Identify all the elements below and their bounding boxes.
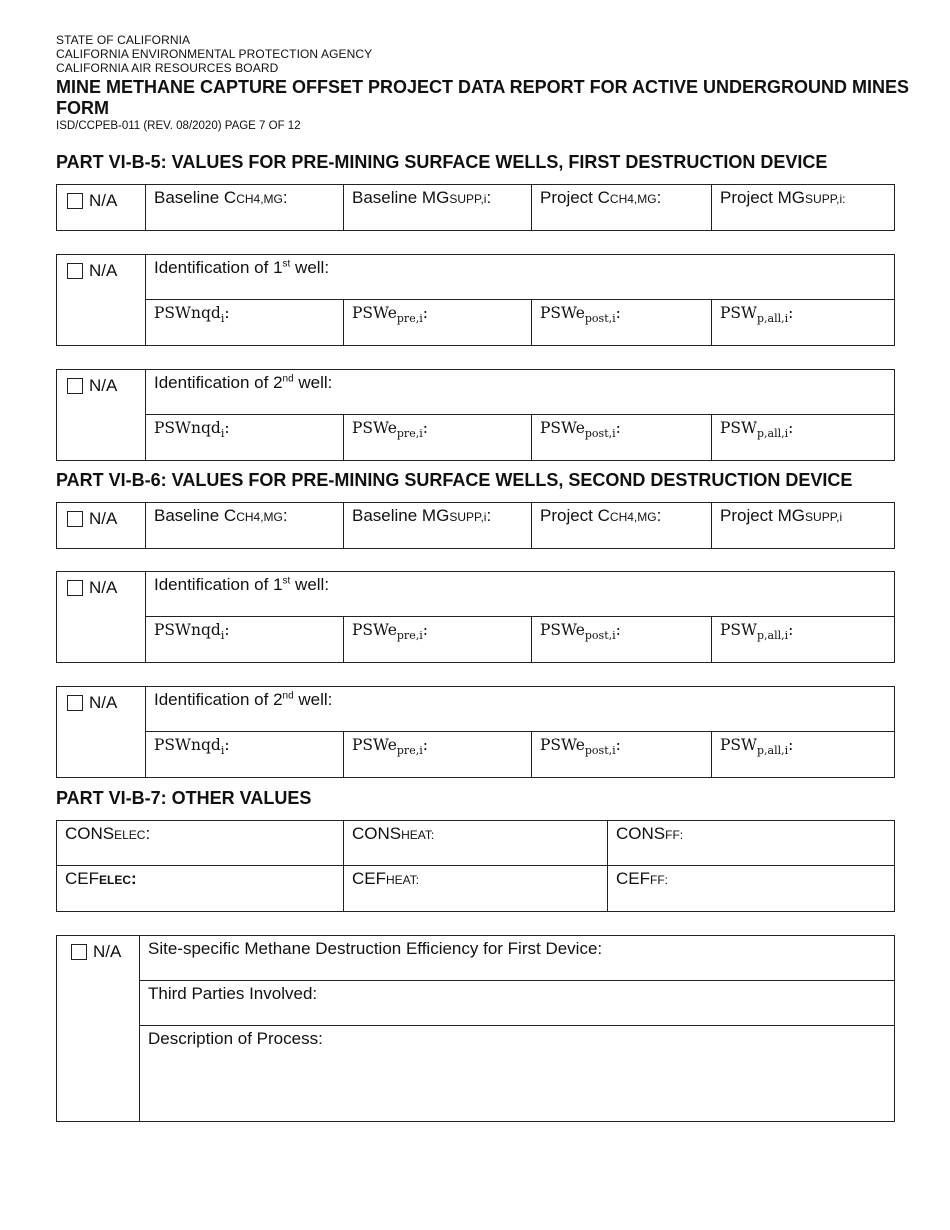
- checkbox[interactable]: [67, 378, 83, 394]
- b6-baseline-c-field[interactable]: Baseline CCH4,MG:: [146, 503, 344, 549]
- b5-well-1-pswe-pre-field[interactable]: PSWe$_{pre,i}$:: [344, 300, 532, 346]
- b5-well-2-pswe-pre-field[interactable]: PSWe$_{pre,i}$:: [344, 415, 532, 461]
- board-name: CALIFORNIA AIR RESOURCES BOARD: [56, 61, 279, 75]
- cef-heat-field[interactable]: CEFHEAT:: [344, 866, 608, 912]
- cons-heat-field[interactable]: CONSHEAT:: [344, 821, 608, 866]
- efficiency-field[interactable]: Site-specific Methane Destruction Efficiency for First Device:: [140, 936, 895, 981]
- b5-project-c-field[interactable]: Project CCH4,MG:: [532, 185, 712, 231]
- b5-well-2-pswnqd-field[interactable]: PSWnqd$_i$:: [146, 415, 344, 461]
- part-b7-title: PART VI-B-7: OTHER VALUES: [56, 788, 312, 808]
- b5-well-1-psw-pall-field[interactable]: $PSW_{p,all,i}$:: [712, 300, 895, 346]
- b6-values-table: [56, 502, 895, 549]
- checkbox[interactable]: [67, 263, 83, 279]
- b5-well-2-psw-pall-field[interactable]: $PSW_{p,all,i}$:: [712, 415, 895, 461]
- agency-name: CALIFORNIA ENVIRONMENTAL PROTECTION AGENCY: [56, 47, 373, 61]
- third-parties-field[interactable]: Third Parties Involved:: [140, 981, 895, 1026]
- b5-well-2-table: [56, 369, 895, 461]
- b6-well-2-pswnqd-field[interactable]: PSWnqd$_i$:: [146, 732, 344, 778]
- b5-values-na[interactable]: N/A: [57, 185, 145, 211]
- b5-baseline-mg-field[interactable]: Baseline MGSUPP,i:: [344, 185, 532, 231]
- destruction-efficiency-table: [56, 935, 895, 1122]
- cef-elec-field[interactable]: CEFELEC:: [57, 866, 344, 912]
- b5-project-mg-field[interactable]: Project MGSUPP,i:: [712, 185, 895, 231]
- b6-well-2-pswe-pre-field[interactable]: PSWe$_{pre,i}$:: [344, 732, 532, 778]
- b5-well-1-table: [56, 254, 895, 346]
- form-title: MINE METHANE CAPTURE OFFSET PROJECT DATA REPORT FOR ACTIVE UNDERGROUND MINES FORM: [56, 77, 910, 118]
- b5-well-2-pswe-post-field[interactable]: PSWe$_{post,i}$:: [532, 415, 712, 461]
- b5-values-table: [56, 184, 895, 231]
- state-name: STATE OF CALIFORNIA: [56, 33, 191, 47]
- b6-well-2-psw-pall-field[interactable]: $PSW_{p,all,i}$:: [712, 732, 895, 778]
- b6-well-2-table: [56, 686, 895, 778]
- cons-ff-field[interactable]: CONSFF:: [608, 821, 895, 866]
- b7-values-table: [56, 820, 895, 912]
- checkbox[interactable]: [67, 580, 83, 596]
- description-field[interactable]: Description of Process:: [140, 1026, 895, 1122]
- efficiency-na[interactable]: N/A: [57, 936, 139, 962]
- b6-baseline-mg-field[interactable]: Baseline MGSUPP,i:: [344, 503, 532, 549]
- b6-well-2-id-field[interactable]: Identification of 2nd well:: [146, 687, 895, 732]
- b5-well-1-id-field[interactable]: Identification of 1st well:: [146, 255, 895, 300]
- b6-project-c-field[interactable]: Project CCH4,MG:: [532, 503, 712, 549]
- b6-well-2-na[interactable]: N/A: [57, 687, 145, 713]
- part-b5-title: PART VI-B-5: VALUES FOR PRE-MINING SURFACE WELLS, FIRST DESTRUCTION DEVICE: [56, 152, 828, 172]
- b5-well-2-id-field[interactable]: Identification of 2nd well:: [146, 370, 895, 415]
- checkbox[interactable]: [67, 695, 83, 711]
- checkbox[interactable]: [67, 511, 83, 527]
- b6-well-1-pswe-post-field[interactable]: PSWe$_{post,i}$:: [532, 617, 712, 663]
- b6-well-1-na[interactable]: N/A: [57, 572, 145, 598]
- b6-well-1-pswnqd-field[interactable]: PSWnqd$_i$:: [146, 617, 344, 663]
- form-number: ISD/CCPEB-011 (REV. 08/2020) PAGE 7 OF 12: [56, 120, 301, 132]
- b5-well-1-pswe-post-field[interactable]: PSWe$_{post,i}$:: [532, 300, 712, 346]
- b5-well-1-pswnqd-field[interactable]: PSWnqd$_i$:: [146, 300, 344, 346]
- b5-well-2-na[interactable]: N/A: [57, 370, 145, 396]
- b6-well-2-pswe-post-field[interactable]: PSWe$_{post,i}$:: [532, 732, 712, 778]
- b6-project-mg-field[interactable]: Project MGSUPP,i: [712, 503, 895, 549]
- part-b6-title: PART VI-B-6: VALUES FOR PRE-MINING SURFACE WELLS, SECOND DESTRUCTION DEVICE: [56, 470, 853, 490]
- b5-baseline-c-field[interactable]: Baseline CCH4,MG:: [146, 185, 344, 231]
- cef-ff-field[interactable]: CEFFF:: [608, 866, 895, 912]
- b6-well-1-psw-pall-field[interactable]: $PSW_{p,all,i}$:: [712, 617, 895, 663]
- checkbox[interactable]: [67, 193, 83, 209]
- b6-well-1-table: [56, 571, 895, 663]
- b6-values-na[interactable]: N/A: [57, 503, 145, 529]
- b6-well-1-id-field[interactable]: Identification of 1st well:: [146, 572, 895, 617]
- cons-elec-field[interactable]: CONSELEC:: [57, 821, 344, 866]
- b5-well-1-na[interactable]: N/A: [57, 255, 145, 281]
- checkbox[interactable]: [71, 944, 87, 960]
- b6-well-1-pswe-pre-field[interactable]: PSWe$_{pre,i}$:: [344, 617, 532, 663]
